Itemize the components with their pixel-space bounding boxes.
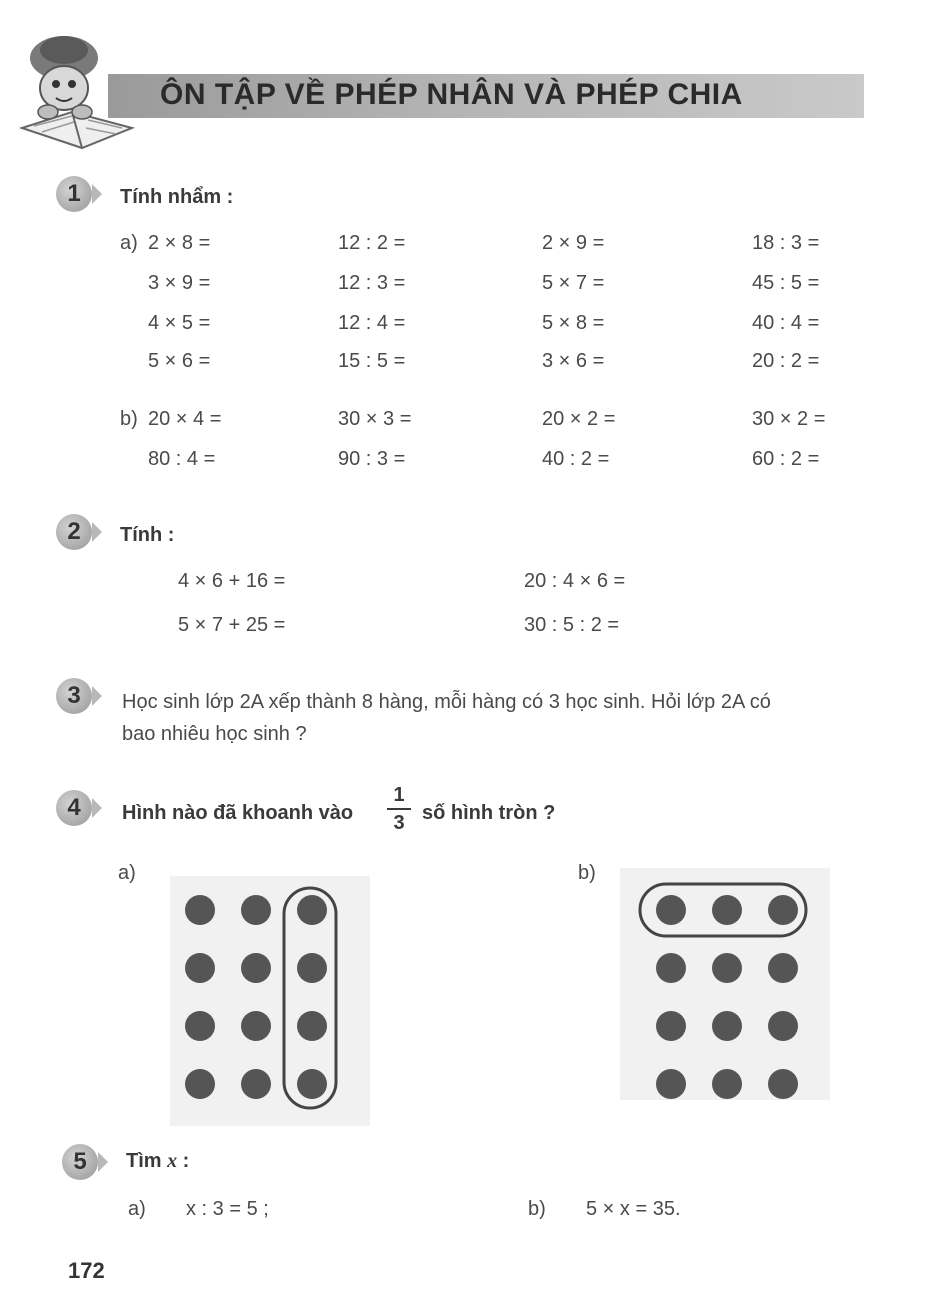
figure-a-dot-r3-c2 [241, 1011, 271, 1041]
ex1b-item-r2-c4: 60 : 2 = [752, 448, 820, 470]
ex1a-item-r2-c3: 5 × 7 = [542, 272, 605, 294]
exercise-2-badge: 2 [56, 514, 92, 550]
ex1b-item-r1-c4: 30 × 2 = [752, 408, 826, 430]
figure-b-dot-r1-c1 [656, 895, 686, 925]
exercise-4-heading-after: số hình tròn ? [422, 802, 556, 824]
exercise-5-heading [126, 1150, 189, 1173]
ex2-item-3: 5 × 7 + 25 = [178, 614, 286, 636]
page-title: ÔN TẬP VỀ PHÉP NHÂN VÀ PHÉP CHIA [160, 78, 743, 111]
ex1a-item-r1-c4: 18 : 3 = [752, 232, 820, 254]
ex1b-item-r1-c2: 30 × 3 = [338, 408, 412, 430]
figure-b-dot-r4-c2 [712, 1069, 742, 1099]
part-a-label: a) [120, 232, 138, 254]
figure-b-dot-r3-c1 [656, 1011, 686, 1041]
fraction-numerator: 1 [393, 784, 405, 806]
figure-b-dot-r1-c3 [768, 895, 798, 925]
figure-a-dot-r4-c3 [297, 1069, 327, 1099]
ex1a-item-r1-c2: 12 : 2 = [338, 232, 406, 254]
ex2-item-1: 4 × 6 + 16 = [178, 570, 286, 592]
one-third-fraction [387, 784, 411, 834]
ex2-item-4: 30 : 5 : 2 = [524, 614, 620, 636]
ex1b-item-r2-c3: 40 : 2 = [542, 448, 610, 470]
ex1a-item-r3-c3: 5 × 8 = [542, 312, 605, 334]
figure-a-dot-r1-c1 [185, 895, 215, 925]
student-reading-book-icon [12, 28, 142, 158]
exercise-1-badge: 1 [56, 176, 92, 212]
ex1a-item-r2-c2: 12 : 3 = [338, 272, 406, 294]
ex1a-item-r3-c2: 12 : 4 = [338, 312, 406, 334]
ex1b-item-r2-c2: 90 : 3 = [338, 448, 406, 470]
figure-b-label: b) [578, 862, 596, 884]
figure-a-dot-r3-c1 [185, 1011, 215, 1041]
figure-b-dot-r1-c2 [712, 895, 742, 925]
figure-b-dot-r4-c3 [768, 1069, 798, 1099]
ex1a-item-r2-c1: 3 × 9 = [148, 272, 211, 294]
heading-prefix: Tìm [126, 1150, 168, 1172]
exercise-4-badge: 4 [56, 790, 92, 826]
ex1a-item-r4-c2: 15 : 5 = [338, 350, 406, 372]
ex5-b-expression: 5 × x = 35. [586, 1198, 681, 1220]
exercise-3-badge: 3 [56, 678, 92, 714]
ex1a-item-r2-c4: 45 : 5 = [752, 272, 820, 294]
figure-a-dot-r2-c1 [185, 953, 215, 983]
ex1a-item-r3-c4: 40 : 4 = [752, 312, 820, 334]
figure-b-dot-r2-c2 [712, 953, 742, 983]
figure-b-dot-r2-c1 [656, 953, 686, 983]
ex2-item-2: 20 : 4 × 6 = [524, 570, 626, 592]
page-number: 172 [68, 1258, 105, 1283]
figure-a-dot-r1-c3 [297, 895, 327, 925]
fraction-bar [387, 808, 411, 810]
ex1a-item-r3-c1: 4 × 5 = [148, 312, 211, 334]
figure-b-dot-r2-c3 [768, 953, 798, 983]
figure-b [620, 868, 830, 1108]
ex1a-item-r1-c1: 2 × 8 = [148, 232, 211, 254]
heading-suffix: : [177, 1150, 190, 1172]
figure-b-dot-r3-c3 [768, 1011, 798, 1041]
exercise-5-badge: 5 [62, 1144, 98, 1180]
ex5-a-expression: x : 3 = 5 ; [186, 1198, 269, 1220]
fraction-denominator: 3 [393, 812, 405, 834]
ex1b-item-r2-c1: 80 : 4 = [148, 448, 216, 470]
part-b-label: b) [120, 408, 138, 430]
figure-a-dot-r4-c2 [241, 1069, 271, 1099]
figure-b-dot-r4-c1 [656, 1069, 686, 1099]
ex1b-item-r1-c3: 20 × 2 = [542, 408, 616, 430]
exercise-3-line-2: bao nhiêu học sinh ? [122, 723, 307, 745]
heading-variable: x [167, 1150, 178, 1172]
exercise-2-heading: Tính : [120, 524, 175, 546]
ex5-b-label: b) [528, 1198, 546, 1220]
ex5-a-label: a) [128, 1198, 146, 1220]
figure-a [170, 876, 370, 1136]
exercise-4-heading-before: Hình nào đã khoanh vào [122, 802, 354, 824]
exercise-3-line-1: Học sinh lớp 2A xếp thành 8 hàng, mỗi hàng có 3 học sinh. Hỏi lớp 2A có [122, 691, 771, 713]
ex1a-item-r4-c1: 5 × 6 = [148, 350, 211, 372]
figure-a-dot-r2-c3 [297, 953, 327, 983]
exercise-1-heading: Tính nhẩm : [120, 186, 234, 208]
figure-a-label: a) [118, 862, 136, 884]
figure-b-dot-r3-c2 [712, 1011, 742, 1041]
figure-a-dot-r3-c3 [297, 1011, 327, 1041]
ex1a-item-r1-c3: 2 × 9 = [542, 232, 605, 254]
figure-a-dot-r4-c1 [185, 1069, 215, 1099]
ex1a-item-r4-c3: 3 × 6 = [542, 350, 605, 372]
ex1a-item-r4-c4: 20 : 2 = [752, 350, 820, 372]
figure-a-dot-r1-c2 [241, 895, 271, 925]
figure-a-dot-r2-c2 [241, 953, 271, 983]
ex1b-item-r1-c1: 20 × 4 = [148, 408, 222, 430]
